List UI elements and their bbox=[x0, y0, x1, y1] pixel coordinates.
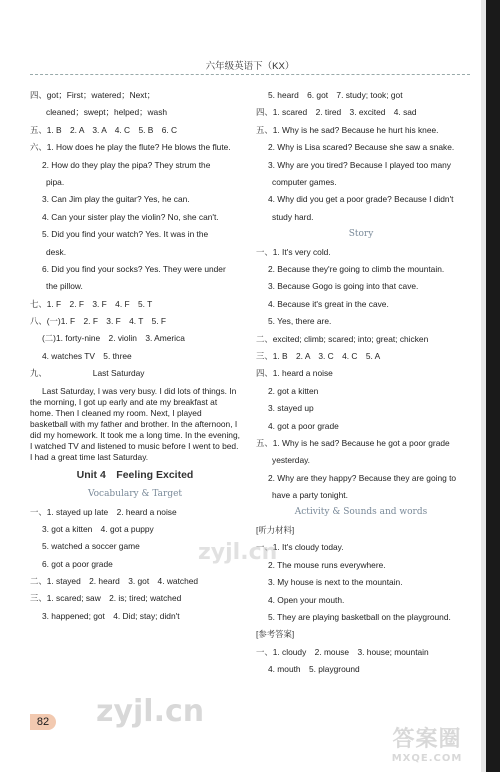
answer-line: 4. Open your mouth. bbox=[268, 594, 345, 605]
answer-line: 2. got a kitten bbox=[268, 385, 319, 396]
answer-line: 5. heard 6. got 7. study; took; got bbox=[268, 90, 403, 100]
book-spine bbox=[486, 0, 500, 772]
answer-line: 五、1. B 2. A 3. A 4. C 5. B 6. C bbox=[30, 124, 178, 135]
answer-line: 2. How do they play the pipa? They strum the bbox=[42, 159, 211, 170]
answer-line: 6. got a poor grade bbox=[42, 558, 113, 569]
answer-line: 3. Why are you tired? Because I played too many bbox=[268, 159, 451, 170]
answer-line: the pillow. bbox=[46, 281, 83, 292]
answer-line: 一、1. stayed up late 2. heard a noise bbox=[30, 506, 177, 517]
story-answer-lines bbox=[256, 247, 466, 501]
unit-title: Unit 4 Feeling Excited bbox=[76, 469, 194, 482]
answer-line: 二、1. stayed 2. heard 3. got 4. watched bbox=[30, 576, 199, 587]
answer-line: 3. Can Jim play the guitar? Yes, he can. bbox=[42, 194, 190, 205]
right-answer-lines bbox=[256, 90, 466, 223]
listening-material-label: [听力材料] bbox=[256, 524, 295, 535]
answer-line: 4. watches TV 5. three bbox=[42, 350, 132, 361]
answer-line: 四、1. heard a noise bbox=[256, 368, 333, 379]
section-title-vocabulary: Vocabulary & Target bbox=[87, 489, 183, 500]
listening-material-lines bbox=[256, 542, 466, 623]
answer-line: 七、1. F 2. F 3. F 4. F 5. T bbox=[30, 298, 153, 309]
essay-paragraph: Last Saturday, I was very busy. I did lots of things. In the morning, I got up early and ate my breakfast at home. Then I cleaned my room. Next, I played basketball with my father and brother. In the afternoon, I did my homework. It took me a long time. In the evening, I watched TV and listened to music before I went to bed. I had a great time last Saturday. bbox=[30, 385, 240, 462]
right-column bbox=[256, 90, 466, 682]
watermark-logo bbox=[378, 722, 476, 764]
watermark-logo-text: 答案圈 bbox=[392, 727, 462, 752]
left-answer-lines bbox=[30, 90, 240, 379]
answer-line: 2. Why are they happy? Because they are going to bbox=[268, 472, 457, 483]
answer-line: 4. Can your sister play the violin? No, she can't. bbox=[42, 211, 219, 222]
answer-line: desk. bbox=[46, 246, 67, 257]
answer-line: 4. Because it's great in the cave. bbox=[268, 298, 389, 309]
answer-line: 5. Yes, there are. bbox=[268, 316, 332, 327]
answer-line: 一、1. It's very cold. bbox=[256, 246, 331, 257]
answer-line: have a party tonight. bbox=[272, 490, 348, 501]
watermark-center: zyjl.cn bbox=[198, 540, 278, 565]
answer-line: 5. watched a soccer game bbox=[42, 541, 140, 552]
page-header: 六年级英语下（KX） bbox=[205, 61, 295, 72]
answer-line: 八、(一)1. F 2. F 3. F 4. T 5. F bbox=[30, 316, 167, 327]
reference-answer-lines bbox=[256, 647, 466, 675]
answer-line: 六、1. How does he play the flute? He blows the flute. bbox=[30, 142, 231, 153]
section-title-activity: Activity & Sounds and words bbox=[294, 507, 428, 518]
answer-line: cleaned；swept；helped；wash bbox=[46, 107, 168, 118]
answer-line: 6. Did you find your socks? Yes. They were under bbox=[42, 263, 226, 274]
answer-line: pipa. bbox=[46, 176, 65, 187]
answer-line: 3. got a kitten 4. got a puppy bbox=[42, 523, 154, 534]
answer-line: 3. Because Gogo is going into that cave. bbox=[268, 281, 419, 292]
answer-line: 4. mouth 5. playground bbox=[268, 664, 360, 675]
page-number: 82 bbox=[30, 714, 56, 730]
answer-line: yesterday. bbox=[272, 455, 311, 466]
watermark-bottom: zyjl.cn bbox=[96, 694, 205, 729]
answer-line: 2. The mouse runs everywhere. bbox=[268, 559, 386, 570]
answer-line: 四、got；First；watered；Next； bbox=[30, 90, 156, 100]
answer-line: 5. Did you find your watch? Yes. It was in the bbox=[42, 229, 209, 240]
answer-line: 3. My house is next to the mountain. bbox=[268, 577, 403, 588]
header-divider bbox=[30, 74, 470, 75]
answer-line: 五、1. Why is he sad? Because he hurt his knee. bbox=[256, 124, 439, 135]
answer-line: 五、1. Why is he sad? Because he got a poor grade bbox=[256, 437, 450, 448]
answer-line: 2. Why is Lisa scared? Because she saw a snake. bbox=[268, 142, 455, 153]
answer-line: 三、1. B 2. A 3. C 4. C 5. A bbox=[256, 350, 381, 361]
answer-line: 九、 Last Saturday bbox=[30, 368, 145, 379]
answer-line: 5. They are playing basketball on the playground. bbox=[268, 611, 451, 622]
answer-line: computer games. bbox=[272, 176, 337, 187]
answer-line: 四、1. scared 2. tired 3. excited 4. sad bbox=[256, 107, 417, 118]
answer-line: (二)1. forty-nine 2. violin 3. America bbox=[42, 333, 185, 344]
answer-line: 一、1. It's cloudy today. bbox=[256, 542, 344, 553]
answer-line: 3. happened; got 4. Did; stay; didn't bbox=[42, 610, 180, 621]
watermark-logo-url: MXQE.COM bbox=[391, 753, 463, 764]
answer-line: 一、1. cloudy 2. mouse 3. house; mountain bbox=[256, 646, 429, 657]
answer-line: 4. got a poor grade bbox=[268, 420, 339, 431]
answer-line: 三、1. scared; saw 2. is; tired; watched bbox=[30, 593, 182, 604]
answer-line: 二、excited; climb; scared; into; great; chicken bbox=[256, 333, 429, 344]
answer-line: 2. Because they're going to climb the mountain. bbox=[268, 264, 445, 275]
section-title-story: Story bbox=[348, 229, 374, 240]
answer-line: 4. Why did you get a poor grade? Because I didn't bbox=[268, 194, 454, 205]
answer-line: study hard. bbox=[272, 211, 314, 222]
answer-line: 3. stayed up bbox=[268, 403, 314, 414]
reference-answer-label: [参考答案] bbox=[256, 629, 295, 640]
